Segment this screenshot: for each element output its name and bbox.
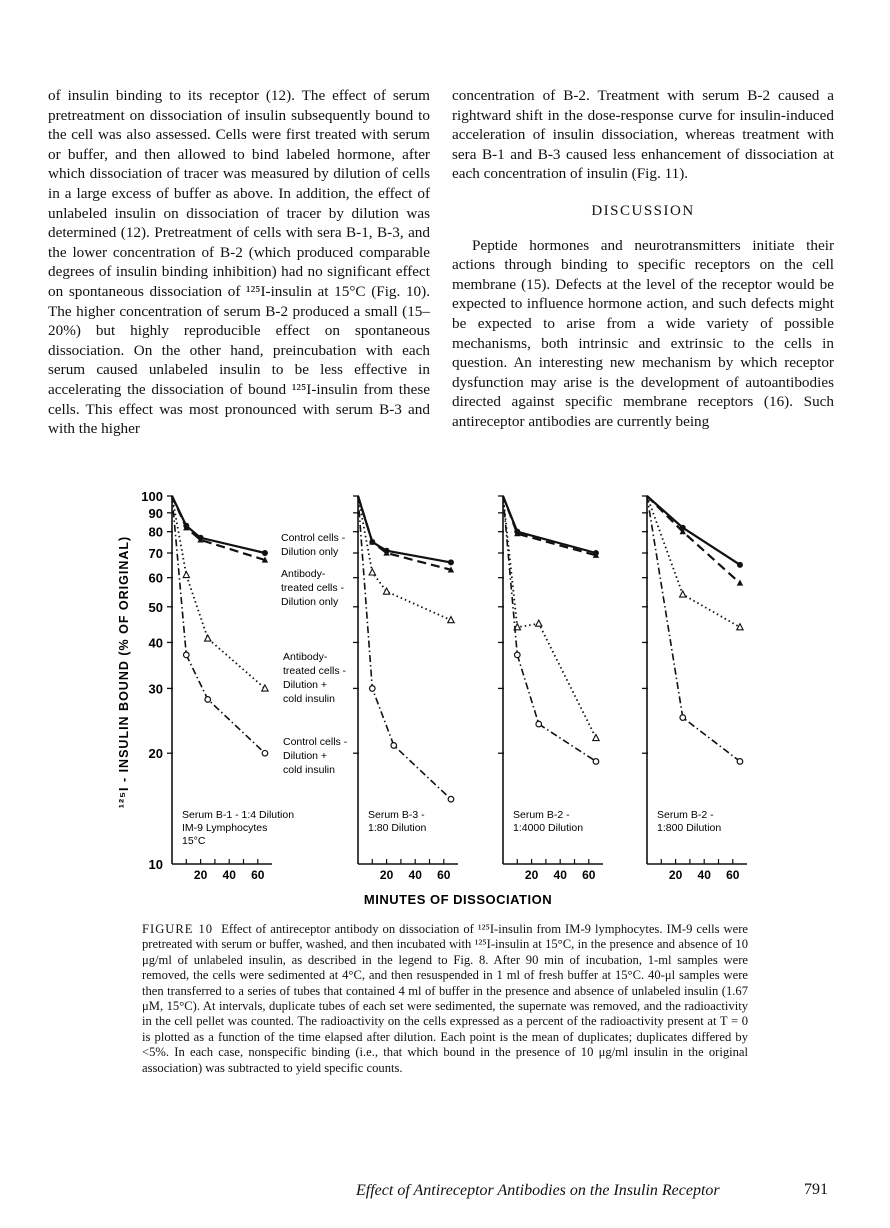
data-point xyxy=(369,539,375,545)
data-point xyxy=(448,796,454,802)
right-column-paragraph-2: Peptide hormones and neurotransmitters initiate their actions through binding to specific receptors on the cell membrane (15). Defects at the level of the receptor would be expected to influence hormone action, and such defects might be expected to arise from a wide variety of possible mechanisms, both intrinsic and extrinsic to the cells in question. An interesting new mechanism by which receptor dysfunction may arise is the development of autoantibodies directed against specific membrane receptors (16). Such antireceptor antibodies are currently being xyxy=(452,236,834,430)
x-axis-label: MINUTES OF DISSOCIATION xyxy=(363,892,553,907)
series-line xyxy=(172,496,265,560)
x-tick-label: 40 xyxy=(553,868,567,882)
x-tick-label: 20 xyxy=(379,868,394,882)
data-point xyxy=(737,562,743,568)
panel-label: Serum B-3 - xyxy=(368,809,425,821)
data-point xyxy=(448,617,454,623)
series-line xyxy=(172,496,265,688)
y-tick-label: 10 xyxy=(148,857,163,872)
data-point xyxy=(737,580,743,586)
panel-label: IM-9 Lymphocytes xyxy=(182,822,268,834)
x-tick-label: 60 xyxy=(582,868,596,882)
series-line xyxy=(358,496,451,562)
series-line xyxy=(647,496,740,565)
running-title: Effect of Antireceptor Antibodies on the Insulin Receptor xyxy=(356,1182,720,1199)
data-point xyxy=(514,530,520,536)
data-point xyxy=(205,635,211,641)
legend-label: treated cells - xyxy=(283,665,347,677)
panel-label: 1:80 Dilution xyxy=(368,822,427,834)
data-point xyxy=(262,557,268,563)
data-point xyxy=(514,529,520,535)
x-tick-label: 60 xyxy=(251,868,265,882)
data-point xyxy=(183,524,189,530)
x-tick-label: 40 xyxy=(408,868,422,882)
data-point xyxy=(198,535,204,541)
legend-label: Antibody- xyxy=(283,651,328,663)
legend-label: cold insulin xyxy=(283,764,335,776)
x-tick-label: 20 xyxy=(193,868,208,882)
left-text-column xyxy=(48,86,430,439)
legend-label: cold insulin xyxy=(283,693,335,705)
data-point xyxy=(448,566,454,572)
chart-legend xyxy=(281,532,348,776)
data-point xyxy=(680,591,686,597)
series-line xyxy=(647,496,740,761)
data-point xyxy=(370,686,376,692)
data-point xyxy=(184,652,190,658)
y-tick-label: 100 xyxy=(141,489,163,504)
data-point xyxy=(680,525,686,531)
data-point xyxy=(383,588,389,594)
y-tick-label: 60 xyxy=(148,570,163,586)
series-line xyxy=(358,496,451,799)
y-axis-label: ¹²⁵I - INSULIN BOUND (% OF ORIGINAL) xyxy=(117,535,131,809)
x-tick-label: 20 xyxy=(524,868,539,882)
y-tick-label: 50 xyxy=(148,599,163,615)
series-line xyxy=(503,496,596,761)
right-text-column xyxy=(452,86,834,432)
legend-label: Control cells - xyxy=(283,736,348,748)
y-tick-label: 40 xyxy=(148,635,163,651)
data-point xyxy=(391,743,397,749)
legend-label: Antibody- xyxy=(281,568,326,580)
data-point xyxy=(593,759,599,765)
data-point xyxy=(515,652,521,658)
series-line xyxy=(172,496,265,553)
series-line xyxy=(503,496,596,553)
data-point xyxy=(737,759,743,765)
caption-label: FIGURE 10 xyxy=(142,922,214,936)
data-point xyxy=(593,734,599,740)
data-point xyxy=(536,721,542,727)
chart-panels xyxy=(167,496,747,882)
legend-label: Dilution + xyxy=(283,750,328,762)
panel-label: 1:800 Dilution xyxy=(657,822,722,834)
x-tick-label: 40 xyxy=(222,868,236,882)
y-tick-label: 70 xyxy=(148,546,163,562)
legend-label: Dilution only xyxy=(281,596,339,608)
data-point xyxy=(262,685,268,691)
legend-label: Dilution only xyxy=(281,546,339,558)
caption-text: Effect of antireceptor antibody on dissociation of ¹²⁵I-insulin from IM-9 lymphocytes. IM-9 cells were pretreated with serum or buffer, washed, and then incubated with ¹²⁵I-insulin at 15°C, in the presence and absence of 10 μg/ml of unlabeled insulin, as described in the legend to Fig. 8. After 90 min of incubation, 1-ml samples were removed, the cells were sedimented at 4°C, and then resuspended in 1 ml of fresh buffer at 15°C. 40-μl samples were then transferred to a series of tubes that contained 4 ml of buffer in the presence and absence of unlabeled insulin (1.67 μM, 15°C). At intervals, duplicate tubes of each set were sedimented, the supernate was removed, and the radioactivity in the cell pellet was counted. The radioactivity on the cells expressed as a percent of the radioactivity present at T = 0 is plotted as a function of the time elapsed after dilution. Each point is the mean of duplicates; duplicates differed by <5%. In each case, nonspecific binding (i.e., that which bound in the presence of 10 μg/ml insulin in the original association) was subtracted to yield specific counts. xyxy=(142,922,748,1075)
discussion-heading: DISCUSSION xyxy=(591,202,695,219)
data-point xyxy=(205,697,211,703)
data-point xyxy=(369,569,375,575)
data-point xyxy=(262,750,268,756)
y-tick-labels xyxy=(141,489,163,872)
series-line xyxy=(358,496,451,620)
data-point xyxy=(514,624,520,630)
y-tick-label: 30 xyxy=(148,681,163,697)
data-point xyxy=(680,715,686,721)
page-number: 791 xyxy=(804,1181,828,1198)
chart-panel xyxy=(642,496,747,882)
y-tick-label: 80 xyxy=(148,524,163,540)
panel-label: Serum B-2 - xyxy=(513,809,570,821)
panel-label: 15°C xyxy=(182,835,206,847)
data-point xyxy=(593,552,599,558)
chart-panel xyxy=(167,496,294,882)
legend-label: Control cells - xyxy=(281,532,346,544)
data-point xyxy=(737,624,743,630)
data-point xyxy=(680,528,686,534)
data-point xyxy=(448,559,454,565)
series-line xyxy=(172,496,265,753)
chart-panel xyxy=(353,496,458,882)
data-point xyxy=(383,550,389,556)
x-tick-label: 40 xyxy=(697,868,711,882)
left-column-paragraph: of insulin binding to its receptor (12). The effect of serum pretreatment on dissociation of insulin subsequently bound to the cell was also assessed. Cells were first treated with serum or buffer, and then allowed to bind labeled hormone, after which dissociation of tracer was measured by dilution of cells in a large excess of buffer as above. In addition, the effect of unlabeled insulin on dissociation of tracer by dilution was determined (12). Pretreatment of cells with sera B-1, B-3, and the lower concentration of B-2 (which produced comparable degrees of insulin binding inhibition) had no significant effect on spontaneous dissociation of ¹²⁵I-insulin at 15°C (Fig. 10). The higher concentration of serum B-2 produced a small (15–20%) but highly reproducible effect on spontaneous dissociation. On the other hand, preincubation with each serum caused unlabeled insulin to be less effective in accelerating the dissociation of bound ¹²⁵I-insulin from these cells. This effect was most pronounced with serum B-3 and with the higher xyxy=(48,87,430,438)
data-point xyxy=(197,536,203,542)
data-point xyxy=(369,538,375,544)
panel-label: Serum B-1 - 1:4 Dilution xyxy=(182,809,295,821)
data-point xyxy=(536,620,542,626)
data-point xyxy=(262,550,268,556)
panel-label: 1:4000 Dilution xyxy=(513,822,584,834)
legend-label: Dilution + xyxy=(283,679,328,691)
series-line xyxy=(503,496,596,738)
data-point xyxy=(183,523,189,529)
data-point xyxy=(183,571,189,577)
right-column-paragraph-1: concentration of B-2. Treatment with serum B-2 caused a rightward shift in the dose-response curve for insulin-induced acceleration of insulin dissociation, whereas treatment with sera B-1 and B-3 caused less enhancement of dissociation at each concentration of insulin (Fig. 11). xyxy=(452,87,834,183)
y-tick-label: 90 xyxy=(148,505,163,521)
x-tick-label: 60 xyxy=(726,868,740,882)
series-line xyxy=(647,496,740,627)
series-line xyxy=(647,496,740,583)
legend-label: treated cells - xyxy=(281,582,345,594)
x-tick-label: 20 xyxy=(668,868,683,882)
panel-label: Serum B-2 - xyxy=(657,809,714,821)
y-tick-label: 20 xyxy=(148,746,163,762)
data-point xyxy=(384,548,390,554)
chart-panel xyxy=(498,496,603,882)
series-line xyxy=(503,496,596,555)
figure-caption xyxy=(142,922,748,1076)
x-tick-label: 60 xyxy=(437,868,451,882)
y-axis xyxy=(117,536,131,808)
data-point xyxy=(593,550,599,556)
series-line xyxy=(358,496,451,570)
